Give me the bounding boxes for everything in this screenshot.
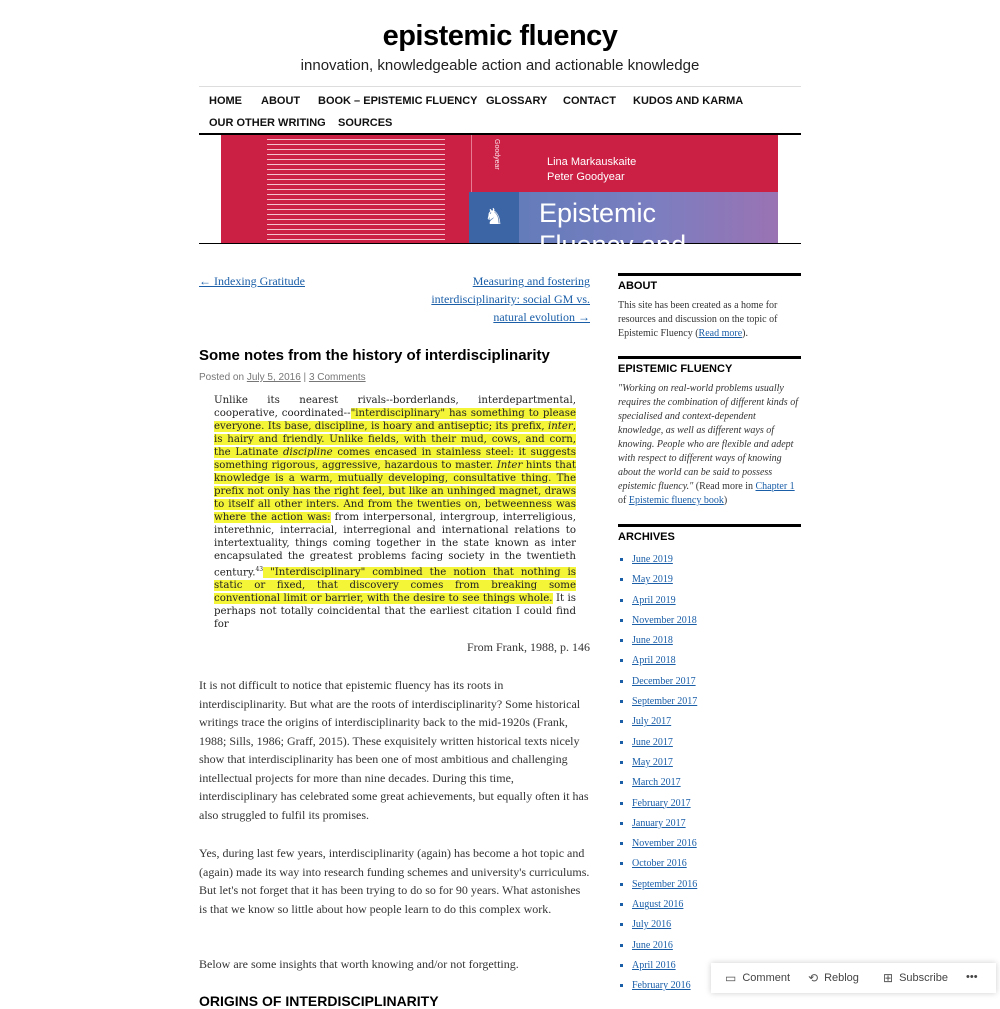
- archives-list: [618, 552, 815, 999]
- archive-link[interactable]: June 2018: [632, 635, 673, 647]
- subscribe-icon: ⊞: [883, 971, 894, 985]
- archive-link[interactable]: June 2016: [632, 939, 673, 951]
- nav-item-about[interactable]: ABOUT: [261, 95, 301, 107]
- nav-item-glossary[interactable]: GLOSSARY: [486, 95, 548, 107]
- archive-link[interactable]: April 2019: [632, 594, 676, 606]
- archive-link[interactable]: April 2018: [632, 655, 676, 667]
- book-cover: [221, 135, 778, 260]
- post-meta: [199, 372, 366, 383]
- header-image[interactable]: [199, 135, 801, 260]
- scanned-text-image: Unlike its nearest rivals--borderlands, interdepartmental, cooperative, coordinated--"interdisciplinary" has something to please everyone. Its base, discipline, is hoary and antiseptic; its prefix, inter, is hairy and friendly. Unlike fields, with their mud, cows, and corn, the Latinate discipline comes encased in stainless steel: it suggests something rigorous, aggressive, hazardous to master. Inter hints that knowledge is a warm, mutually developing, consultative thing. The prefix not only has the right feel, but like an unhinged magnet, draws to itself all other inters. And from the twenties on, betweenness was where the action was: from interpersonal, intergroup, interreligious, interethnic, interracial, interregional and international relations to intertextuality, things coming together in the state known as inter encapsulated the greatest problems facing society in the twentieth century.$^{43}$ "Interdisciplinary" combined the notion that nothing is static or fixed, that discovery comes from breaking some conventional limit or barrier, with the desire to see things whole. It is perhaps not totally coincidental that the earliest citation I could find for: [214, 395, 577, 631]
- archive-item[interactable]: [632, 938, 815, 958]
- site-description: innovation, knowledgeable action and actionable knowledge: [300, 57, 700, 74]
- nav-item-home[interactable]: HOME: [209, 95, 242, 107]
- archive-item[interactable]: [632, 653, 815, 673]
- archive-link[interactable]: January 2017: [632, 817, 686, 829]
- archive-link[interactable]: September 2016: [632, 878, 698, 890]
- widget-title-archives: ARCHIVES: [618, 524, 801, 543]
- archive-link[interactable]: February 2017: [632, 797, 691, 809]
- comment-icon: ▭: [725, 971, 737, 985]
- subscribe-button[interactable]: ⊞ Subscribe: [883, 971, 948, 985]
- cover-author: Peter Goodyear: [547, 171, 625, 183]
- post-title: Some notes from the history of interdisciplinarity: [199, 347, 550, 364]
- widget-title-about: ABOUT: [618, 273, 801, 292]
- next-post-link[interactable]: [420, 272, 590, 326]
- archive-link[interactable]: June 2017: [632, 736, 673, 748]
- archive-link[interactable]: July 2017: [632, 716, 672, 728]
- archive-item[interactable]: [632, 633, 815, 653]
- post-paragraph: Yes, during last few years, interdisciplinarity (again) has become a hot topic and (again) made its way into research funding schemes and university's curriculums. But let's not forget that it has been trying to do so for 90 years. What astonishes is that we know so little about how people learn to do this complex work.: [199, 846, 590, 916]
- main-navigation: [199, 86, 801, 136]
- meta-separator: |: [303, 372, 307, 383]
- archive-link[interactable]: August 2016: [632, 899, 684, 911]
- archive-item[interactable]: [632, 917, 815, 937]
- post-paragraph: Below are some insights that worth knowing and/or not forgetting.: [199, 957, 519, 971]
- archive-item[interactable]: [632, 552, 815, 572]
- archive-item[interactable]: [632, 856, 815, 876]
- chapter-1-link[interactable]: Chapter 1: [755, 481, 795, 492]
- cover-title-band: [469, 192, 778, 260]
- nav-item-other-writing[interactable]: OUR OTHER WRITING: [209, 117, 326, 129]
- archive-item[interactable]: [632, 613, 815, 633]
- action-bar: [711, 963, 996, 993]
- more-button[interactable]: [966, 971, 978, 983]
- nav-item-contact[interactable]: CONTACT: [563, 95, 616, 107]
- archive-item[interactable]: [632, 877, 815, 897]
- epistemic-fluency-widget: "Working on real-world problems usually requires the combination of different kinds of specialised and context-dependent knowledge, as well as different ways of knowing. People who are flexible and adept with respect to different ways of knowing about the world can be said to possess epistemic fluency." (Read more in Chapter 1 of Epistemic fluency book): [618, 383, 798, 506]
- cover-blurb-text: [267, 139, 445, 243]
- reblog-button[interactable]: ⟲ Reblog: [808, 971, 859, 985]
- cover-authors: [547, 155, 636, 185]
- about-read-more-link[interactable]: Read more: [698, 328, 743, 339]
- archive-link[interactable]: September 2017: [632, 696, 698, 708]
- about-widget: This site has been created as a home for resources and discussion on the topic of Epistemic Fluency (Read more).: [618, 300, 778, 339]
- archive-link[interactable]: March 2017: [632, 777, 681, 789]
- posted-on-label: Posted on: [199, 372, 245, 383]
- nav-item-book[interactable]: BOOK – EPISTEMIC FLUENCY: [318, 95, 478, 107]
- archive-item[interactable]: [632, 836, 815, 856]
- archive-link[interactable]: February 2016: [632, 980, 691, 992]
- archive-item[interactable]: [632, 755, 815, 775]
- cover-title: Epistemic: [539, 198, 657, 228]
- archive-item[interactable]: [632, 593, 815, 613]
- nav-item-kudos[interactable]: KUDOS AND KARMA: [633, 95, 744, 107]
- site-title[interactable]: epistemic fluency: [382, 20, 618, 52]
- archive-link[interactable]: December 2017: [632, 675, 696, 687]
- archive-item[interactable]: [632, 775, 815, 795]
- archive-link[interactable]: October 2016: [632, 858, 687, 870]
- chess-knight-icon: ♞: [469, 192, 519, 243]
- archive-item[interactable]: [632, 714, 815, 734]
- archive-link[interactable]: May 2017: [632, 756, 673, 768]
- next-post-link-line[interactable]: Measuring and fostering: [472, 274, 590, 288]
- cover-author: Lina Markauskaite: [547, 156, 637, 168]
- archive-link[interactable]: July 2016: [632, 919, 672, 931]
- nav-item-sources[interactable]: SOURCES: [338, 117, 393, 129]
- archive-item[interactable]: [632, 897, 815, 917]
- post-date-link[interactable]: July 5, 2016: [246, 372, 301, 383]
- archive-link[interactable]: November 2016: [632, 838, 697, 850]
- widget-title-epistemic-fluency: EPISTEMIC FLUENCY: [618, 356, 801, 375]
- post-paragraph: It is not difficult to notice that epistemic fluency has its roots in interdisciplinarity. But what are the roots of interdisciplinarity? Some historical writings trace the origins of interdisciplinarity back to the mid-1920s (Frank, 1988; Sills, 1986; Graff, 2015). These exquisitely written historical texts nicely show that interdisciplinarity has been one of most ambitious and challenging intellectual projects for more than nine decades. During this time, interdisciplinary has celebrated some great achievements, but equally often it has also struggled to fulfil its promises.: [199, 678, 589, 822]
- archive-link[interactable]: May 2019: [632, 574, 673, 586]
- comments-link[interactable]: 3 Comments: [308, 372, 366, 383]
- cover-spine-text: Goodyear: [493, 139, 500, 170]
- image-caption: From Frank, 1988, p. 146: [467, 640, 590, 654]
- previous-post-link[interactable]: ← Indexing Gratitude: [199, 274, 305, 288]
- section-heading: ORIGINS OF INTERDISCIPLINARITY: [199, 993, 439, 1009]
- archive-link[interactable]: June 2019: [632, 554, 673, 565]
- archive-item[interactable]: [632, 694, 815, 714]
- archive-item[interactable]: [632, 796, 815, 816]
- archive-item[interactable]: [632, 572, 815, 592]
- reblog-icon: ⟲: [808, 971, 819, 985]
- archive-link[interactable]: November 2018: [632, 614, 697, 626]
- next-post-link-line[interactable]: natural evolution →: [493, 310, 590, 324]
- archive-item[interactable]: [632, 735, 815, 755]
- cover-title-line2: Fluency and: [539, 230, 687, 260]
- archive-item[interactable]: [632, 674, 815, 694]
- epistemic-fluency-book-link[interactable]: Epistemic fluency book: [628, 495, 724, 506]
- more-icon: •••: [966, 971, 978, 983]
- comment-button[interactable]: ▭ Comment: [725, 971, 791, 985]
- next-post-link-line[interactable]: interdisciplinarity: social GM vs.: [431, 292, 590, 306]
- archive-item[interactable]: [632, 816, 815, 836]
- archive-link[interactable]: April 2016: [632, 959, 676, 971]
